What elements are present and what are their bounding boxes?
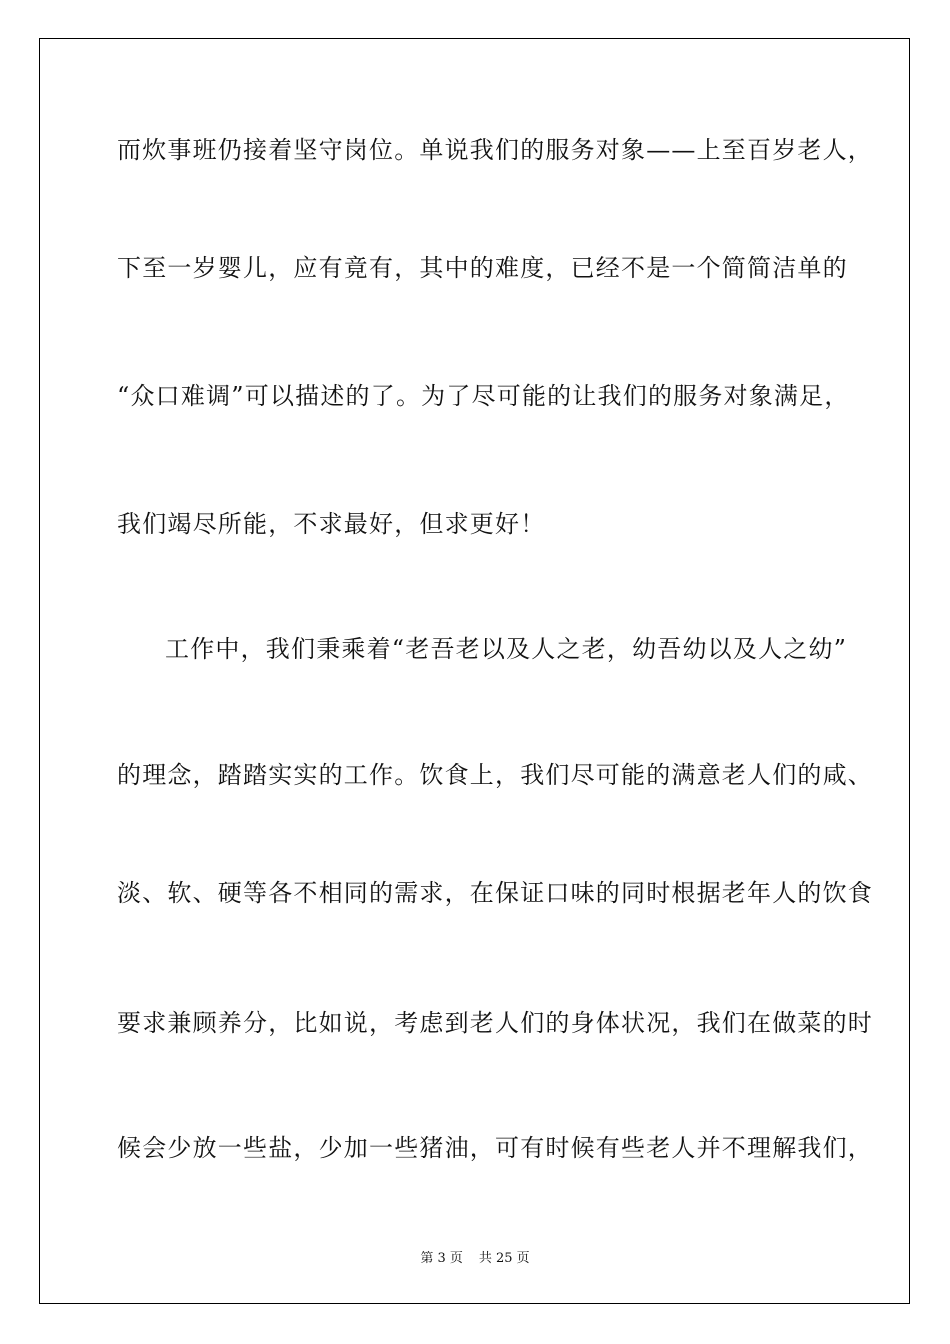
paragraph-line-9: 候会少放一些盐，少加一些猪油，可有时候有些老人并不理解我们， bbox=[117, 1134, 873, 1162]
paragraph-line-8: 要求兼顾养分，比如说，考虑到老人们的身体状况，我们在做菜的时 bbox=[117, 1009, 873, 1037]
paragraph-line-1: 而炊事班仍接着坚守岗位。单说我们的服务对象——上至百岁老人， bbox=[117, 136, 873, 164]
paragraph-line-5: 工作中，我们秉乘着“老吾老以及人之老，幼吾幼以及人之幼” bbox=[165, 635, 848, 663]
page-footer bbox=[0, 1247, 950, 1266]
page-number: 第 3 页 bbox=[420, 1251, 463, 1266]
page-border bbox=[39, 38, 910, 1304]
paragraph-line-4: 我们竭尽所能，不求最好，但求更好！ bbox=[117, 510, 546, 538]
paragraph-line-2: 下至一岁婴儿，应有竟有，其中的难度，已经不是一个简简洁单的 bbox=[117, 254, 848, 282]
paragraph-line-3: “众口难调”可以描述的了。为了尽可能的让我们的服务对象满足， bbox=[117, 382, 850, 410]
page-total: 共 25 页 bbox=[478, 1251, 530, 1266]
paragraph-line-6: 的理念，踏踏实实的工作。饮食上，我们尽可能的满意老人们的咸、 bbox=[117, 761, 873, 789]
paragraph-line-7: 淡、软、硬等各不相同的需求，在保证口味的同时根据老年人的饮食 bbox=[117, 879, 873, 907]
